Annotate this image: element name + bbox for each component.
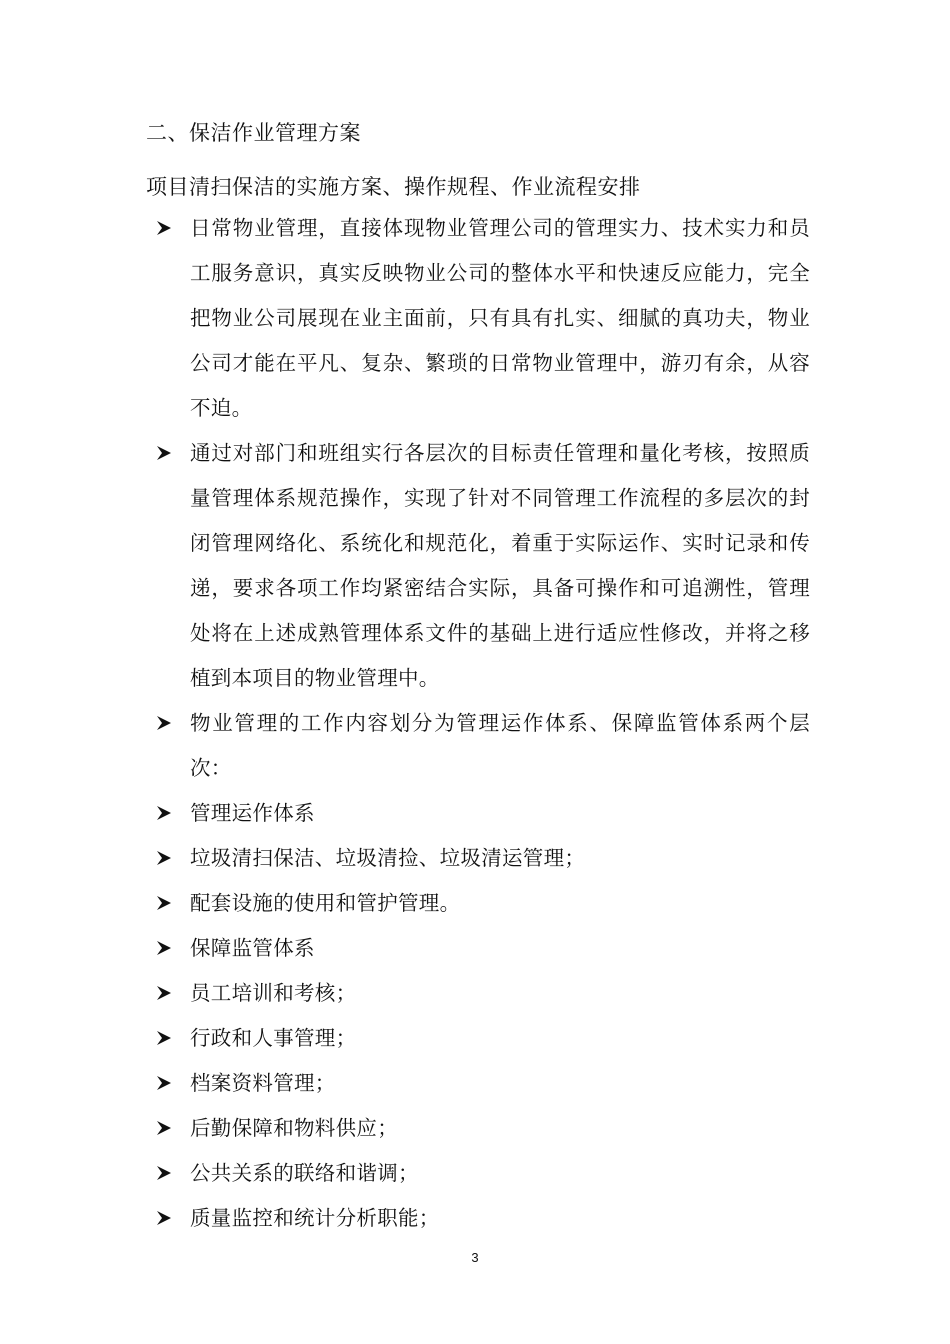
list-item-text: 垃圾清扫保洁、垃圾清捡、垃圾清运管理； xyxy=(190,846,586,870)
section-heading: 二、保洁作业管理方案 xyxy=(146,121,361,145)
list-item xyxy=(150,1151,810,1196)
right-arrowhead-icon xyxy=(156,971,176,1016)
right-arrowhead-icon xyxy=(156,1151,176,1196)
list-item xyxy=(150,701,810,791)
list-item-text: 公共关系的联络和谐调； xyxy=(190,1161,419,1185)
right-arrowhead-icon xyxy=(156,791,176,836)
list-item xyxy=(150,926,810,971)
list-item-text: 管理运作体系 xyxy=(190,801,315,825)
list-item xyxy=(150,1106,810,1151)
right-arrowhead-icon xyxy=(156,1196,176,1241)
list-item-text: 配套设施的使用和管护管理。 xyxy=(190,891,461,915)
list-item xyxy=(150,791,810,836)
right-arrowhead-icon xyxy=(156,881,176,926)
right-arrowhead-icon xyxy=(156,431,176,476)
right-arrowhead-icon xyxy=(156,206,176,251)
list-item-text: 日常物业管理，直接体现物业管理公司的管理实力、技术实力和员工服务意识，真实反映物业公司的整体水平和快速反应能力，完全把物业公司展现在业主面前，只有具有扎实、细腻的真功夫，物业公司才能在平凡、复杂、繁琐的日常物业管理中，游刃有余，从容不迫。 xyxy=(190,216,810,420)
right-arrowhead-icon xyxy=(156,926,176,971)
list-item-text: 质量监控和统计分析职能； xyxy=(190,1206,440,1230)
list-item xyxy=(150,1196,810,1241)
list-item-text: 通过对部门和班组实行各层次的目标责任管理和量化考核，按照质量管理体系规范操作，实现了针对不同管理工作流程的多层次的封闭管理网络化、系统化和规范化，着重于实际运作、实时记录和传递，要求各项工作均紧密结合实际，具备可操作和可追溯性，管理处将在上述成熟管理体系文件的基础上进行适应性修改，并将之移植到本项目的物业管理中。 xyxy=(190,441,810,690)
list-item xyxy=(150,1016,810,1061)
right-arrowhead-icon xyxy=(156,1016,176,1061)
list-item-text: 行政和人事管理； xyxy=(190,1026,357,1050)
list-item xyxy=(150,206,810,431)
list-item xyxy=(150,971,810,1016)
list-item-text: 员工培训和考核； xyxy=(190,981,357,1005)
list-item-text: 后勤保障和物料供应； xyxy=(190,1116,398,1140)
right-arrowhead-icon xyxy=(156,1106,176,1151)
list-item-text: 保障监管体系 xyxy=(190,936,315,960)
right-arrowhead-icon xyxy=(156,1061,176,1106)
right-arrowhead-icon xyxy=(156,836,176,881)
right-arrowhead-icon xyxy=(156,701,176,746)
list-item xyxy=(150,1061,810,1106)
section-subheading: 项目清扫保洁的实施方案、操作规程、作业流程安排 xyxy=(146,175,641,199)
bullet-list xyxy=(150,206,810,1241)
list-item-text: 档案资料管理； xyxy=(190,1071,336,1095)
list-item-text: 物业管理的工作内容划分为管理运作体系、保障监管体系两个层次： xyxy=(190,711,810,780)
page-number: 3 xyxy=(471,1250,479,1265)
list-item xyxy=(150,836,810,881)
list-item xyxy=(150,431,810,701)
list-item xyxy=(150,881,810,926)
